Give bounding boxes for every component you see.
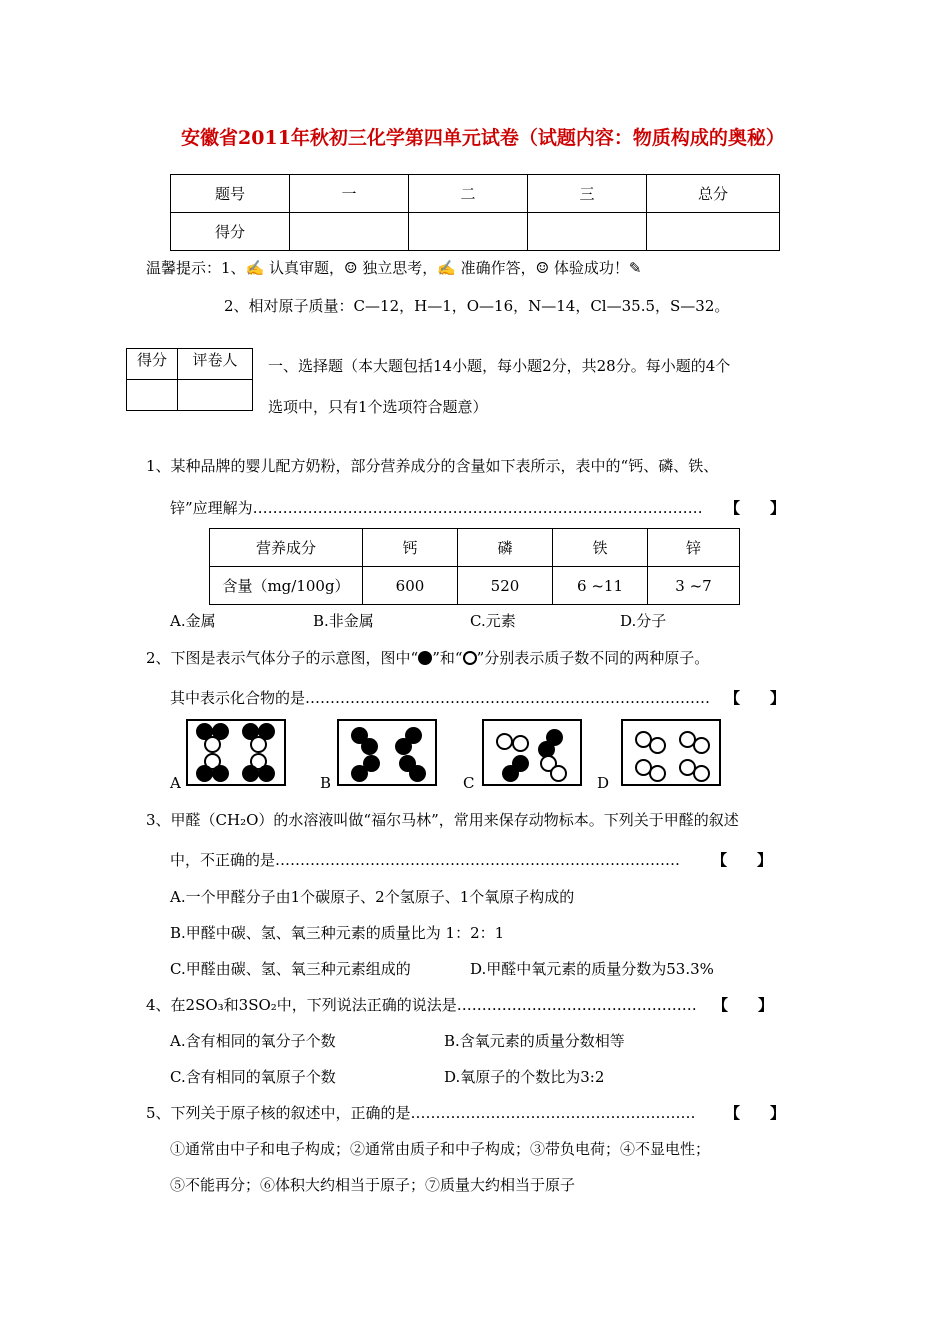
option-d[interactable]: D.甲醛中氧元素的质量分数为53.3%	[470, 960, 714, 978]
hollow-atom-icon	[693, 765, 710, 782]
nutrition-table	[209, 528, 740, 605]
question-2-text-cont: 其中表示化合物的是………………………………………………………………………	[170, 689, 711, 707]
table-cell: 三	[528, 175, 647, 213]
hollow-atom-icon	[463, 651, 477, 665]
option-a[interactable]: A.金属	[170, 612, 216, 630]
grader-table	[126, 348, 253, 411]
table-row	[210, 529, 740, 567]
table-cell: 磷	[458, 529, 553, 567]
table-cell: 3 ~7	[648, 567, 740, 605]
score-input-cell[interactable]	[528, 213, 647, 251]
tip-line-1: 温馨提示：1、✍ 认真审题，☺ 独立思考，✍ 准确作答，☺ 体验成功！✎	[146, 259, 642, 277]
table-row	[171, 175, 780, 213]
filled-atom-icon	[258, 765, 275, 782]
hollow-atom-icon	[693, 737, 710, 754]
option-d[interactable]: D.分子	[620, 612, 667, 630]
filled-atom-icon	[502, 765, 519, 782]
answer-bracket[interactable]: 【 】	[725, 1104, 786, 1122]
section-heading-cont: 选项中，只有1个选项符合题意）	[268, 398, 488, 416]
score-input-cell[interactable]	[178, 380, 253, 411]
hollow-atom-icon	[250, 736, 267, 753]
table-cell: 题号	[171, 175, 290, 213]
molecule-diagram-c[interactable]	[482, 719, 582, 786]
question-1-text-cont: 锌”应理解为………………………………………………………………………………	[170, 499, 703, 517]
question-3-text: 3、甲醛（CH₂O）的水溶液叫做“福尔马林”，常用来保存动物标本。下列关于甲醛的叙述	[146, 811, 739, 829]
table-cell: 一	[290, 175, 409, 213]
question-2-part: 2、下图是表示气体分子的示意图，图中“	[146, 649, 419, 667]
hollow-atom-icon	[649, 737, 666, 754]
table-row	[171, 213, 780, 251]
tip-line-2: 2、相对原子质量：C—12，H—1，O—16，N—14，Cl—35.5，S—32。	[224, 297, 730, 315]
option-a[interactable]: A.一个甲醛分子由1个碳原子、2个氢原子、1个氧原子构成的	[170, 888, 575, 906]
question-3-text-cont: 中，不正确的是………………………………………………………………………	[170, 851, 681, 869]
answer-bracket[interactable]: 【 】	[713, 996, 774, 1014]
score-input-cell[interactable]	[127, 380, 178, 411]
answer-bracket[interactable]: 【 】	[712, 851, 773, 869]
option-c[interactable]: C.甲醛由碳、氢、氧三种元素组成的	[170, 960, 411, 978]
table-cell: 评卷人	[178, 349, 253, 380]
question-4-text: 4、在2SO₃和3SO₂中，下列说法正确的说法是…………………………………………	[146, 996, 697, 1014]
option-d[interactable]: D.氧原子的个数比为3:2	[444, 1068, 605, 1086]
table-cell: 得分	[171, 213, 290, 251]
option-c[interactable]: C.元素	[470, 612, 516, 630]
filled-atom-icon	[395, 738, 412, 755]
question-2-part: ”分别表示质子数不同的两种原子。	[476, 649, 710, 667]
diagram-label-d: D	[597, 774, 610, 792]
diagram-label-c: C	[463, 774, 475, 792]
question-2-part: ”和“	[432, 649, 463, 667]
option-b[interactable]: B.含氧元素的质量分数相等	[444, 1032, 625, 1050]
diagram-label-a: A	[170, 774, 181, 792]
filled-atom-icon	[409, 765, 426, 782]
table-cell: 600	[363, 567, 458, 605]
diagram-label-b: B	[320, 774, 332, 792]
score-input-cell[interactable]	[647, 213, 780, 251]
hollow-atom-icon	[204, 736, 221, 753]
molecule-diagram-b[interactable]	[337, 719, 437, 786]
table-cell: 6 ~11	[553, 567, 648, 605]
filled-atom-icon	[351, 765, 368, 782]
table-cell: 520	[458, 567, 553, 605]
filled-atom-icon	[418, 651, 432, 665]
hollow-atom-icon	[550, 765, 567, 782]
hollow-atom-icon	[512, 735, 529, 752]
table-row	[210, 567, 740, 605]
score-input-cell[interactable]	[409, 213, 528, 251]
table-cell: 营养成分	[210, 529, 363, 567]
table-cell: 总分	[647, 175, 780, 213]
option-b[interactable]: B.非金属	[313, 612, 374, 630]
filled-atom-icon	[212, 765, 229, 782]
filled-atom-icon	[242, 765, 259, 782]
question-1-text: 1、某种品牌的婴儿配方奶粉，部分营养成分的含量如下表所示，表中的“钙、磷、铁、	[146, 457, 719, 475]
statement-list: ①通常由中子和电子构成；②通常由质子和中子构成；③带负电荷；④不显电性；	[170, 1140, 711, 1158]
answer-bracket[interactable]: 【 】	[725, 499, 786, 517]
table-cell: 含量（mg/100g）	[210, 567, 363, 605]
question-5-text: 5、下列关于原子核的叙述中，正确的是…………………………………………………	[146, 1104, 696, 1122]
hollow-atom-icon	[496, 733, 513, 750]
molecule-diagram-d[interactable]	[621, 719, 721, 786]
score-input-cell[interactable]	[290, 213, 409, 251]
table-cell: 二	[409, 175, 528, 213]
option-b[interactable]: B.甲醛中碳、氢、氧三种元素的质量比为 1：2：1	[170, 924, 505, 942]
table-cell: 铁	[553, 529, 648, 567]
option-c[interactable]: C.含有相同的氧原子个数	[170, 1068, 336, 1086]
statement-list-cont: ⑤不能再分；⑥体积大约相当于原子；⑦质量大约相当于原子	[170, 1176, 576, 1194]
table-cell: 得分	[127, 349, 178, 380]
option-a[interactable]: A.含有相同的氧分子个数	[170, 1032, 336, 1050]
table-cell: 钙	[363, 529, 458, 567]
page-title: 安徽省2011年秋初三化学第四单元试卷（试题内容：物质构成的奥秘）	[181, 127, 785, 149]
filled-atom-icon	[196, 765, 213, 782]
section-heading: 一、选择题（本大题包括14小题，每小题2分，共28分。每小题的4个	[268, 357, 731, 375]
molecule-diagram-a[interactable]	[186, 719, 286, 786]
score-table	[170, 174, 780, 251]
table-cell: 锌	[648, 529, 740, 567]
hollow-atom-icon	[649, 765, 666, 782]
answer-bracket[interactable]: 【 】	[725, 689, 786, 707]
question-2-text	[146, 647, 709, 668]
filled-atom-icon	[361, 738, 378, 755]
